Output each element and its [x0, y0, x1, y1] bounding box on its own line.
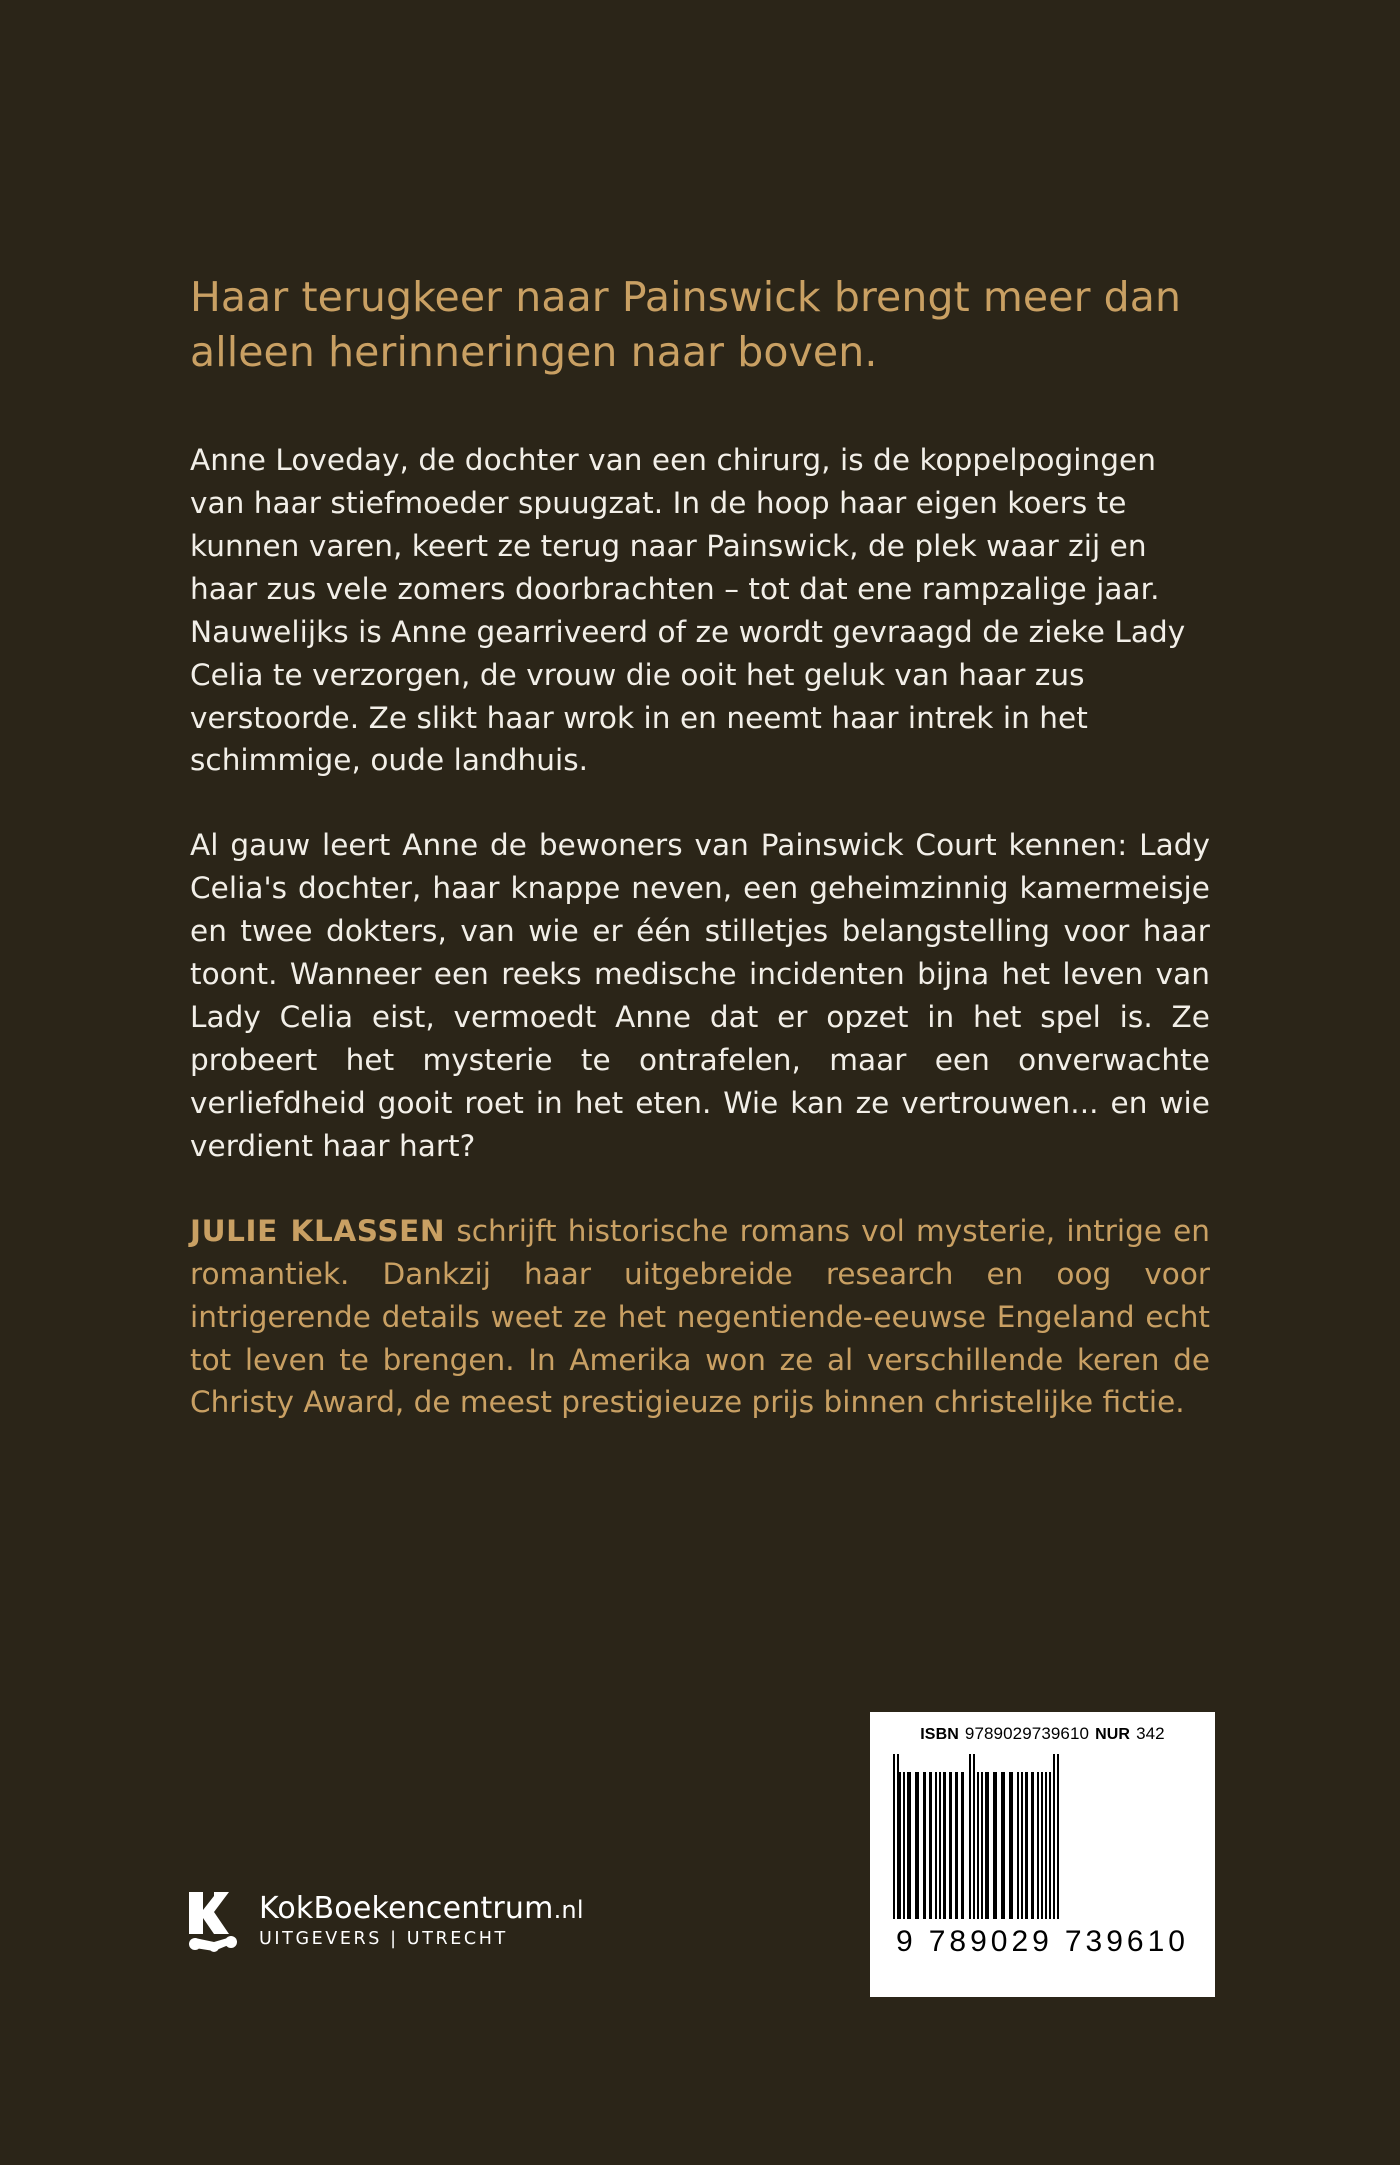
author-bio-text: schrijft historische romans vol mysterie, intrige en romantiek. Dankzij haar uitgebreide research en oog voor intrigerende details weet ze het negentiende-eeuwse Engeland echt tot leven te brengen. In Amerika won ze al verschillende keren de Christy Award, de meest prestigieuze prijs binnen christelijke fictie.: [190, 1213, 1210, 1420]
barcode-bar: [1057, 1754, 1059, 1919]
barcode-digit-group-right: 739610: [1064, 1925, 1189, 1958]
author-name: JULIE KLASSEN: [190, 1213, 446, 1248]
blurb-paragraph-2: Al gauw leert Anne de bewoners van Painswick Court kennen: Lady Celia's dochter, haar knappe neven, een geheimzinnig kamermeisje en twee dokters, van wie er één stilletjes belangstelling voor haar toont. Wanneer een reeks medische incidenten bijna het leven van Lady Celia eist, vermoedt Anne dat er opzet in het spel is. Ze probeert het mysterie te ontrafelen, maar een onverwachte verliefdheid gooit roet in het eten. Wie kan ze vertrouwen... en wie verdient haar hart?: [190, 828, 1210, 1163]
blurb-paragraph-1: Anne Loveday, de dochter van een chirurg, is de koppelpogingen van haar stiefmoeder spuugzat. In de hoop haar eigen koers te kunnen varen, keert ze terug naar Painswick, de plek waar zij en haar zus vele zomers doorbrachten – tot dat ene rampzalige jaar. Nauwelijks is Anne gearriveerd of ze wordt gevraagd de zieke Lady Celia te verzorgen, de vrouw die ooit het geluk van haar zus verstoorde. Ze slikt haar wrok in en neemt haar intrek in het schimmige, oude landhuis.: [190, 443, 1186, 778]
barcode-digit-group-left: 9: [896, 1925, 917, 1958]
author-bio: [190, 1210, 1210, 1425]
publisher-name: [259, 1890, 584, 1926]
publisher-name-main: KokBoekencentrum: [259, 1890, 554, 1926]
publisher-logo: [185, 1890, 584, 1952]
barcode-block: [870, 1712, 1215, 1997]
nur-value: 342: [1136, 1724, 1165, 1743]
tagline: Haar terugkeer naar Painswick brengt meer dan alleen herinneringen naar boven.: [190, 273, 1182, 376]
isbn-label: ISBN: [920, 1726, 959, 1743]
publisher-text: [259, 1890, 584, 1949]
barcode-digit-group-mid: 789029: [928, 1925, 1053, 1958]
barcode-digits: [896, 1925, 1189, 1959]
nur-label: NUR: [1095, 1726, 1131, 1743]
publisher-subtitle: UITGEVERS | UTRECHT: [259, 1928, 508, 1949]
back-cover-text-block: [190, 270, 1210, 1424]
isbn-value: 9789029739610: [964, 1724, 1090, 1743]
barcode-bars: [893, 1754, 1193, 1919]
isbn-line: [920, 1724, 1165, 1744]
publisher-name-tld: .nl: [553, 1895, 584, 1924]
kok-mark-icon: [185, 1890, 243, 1952]
